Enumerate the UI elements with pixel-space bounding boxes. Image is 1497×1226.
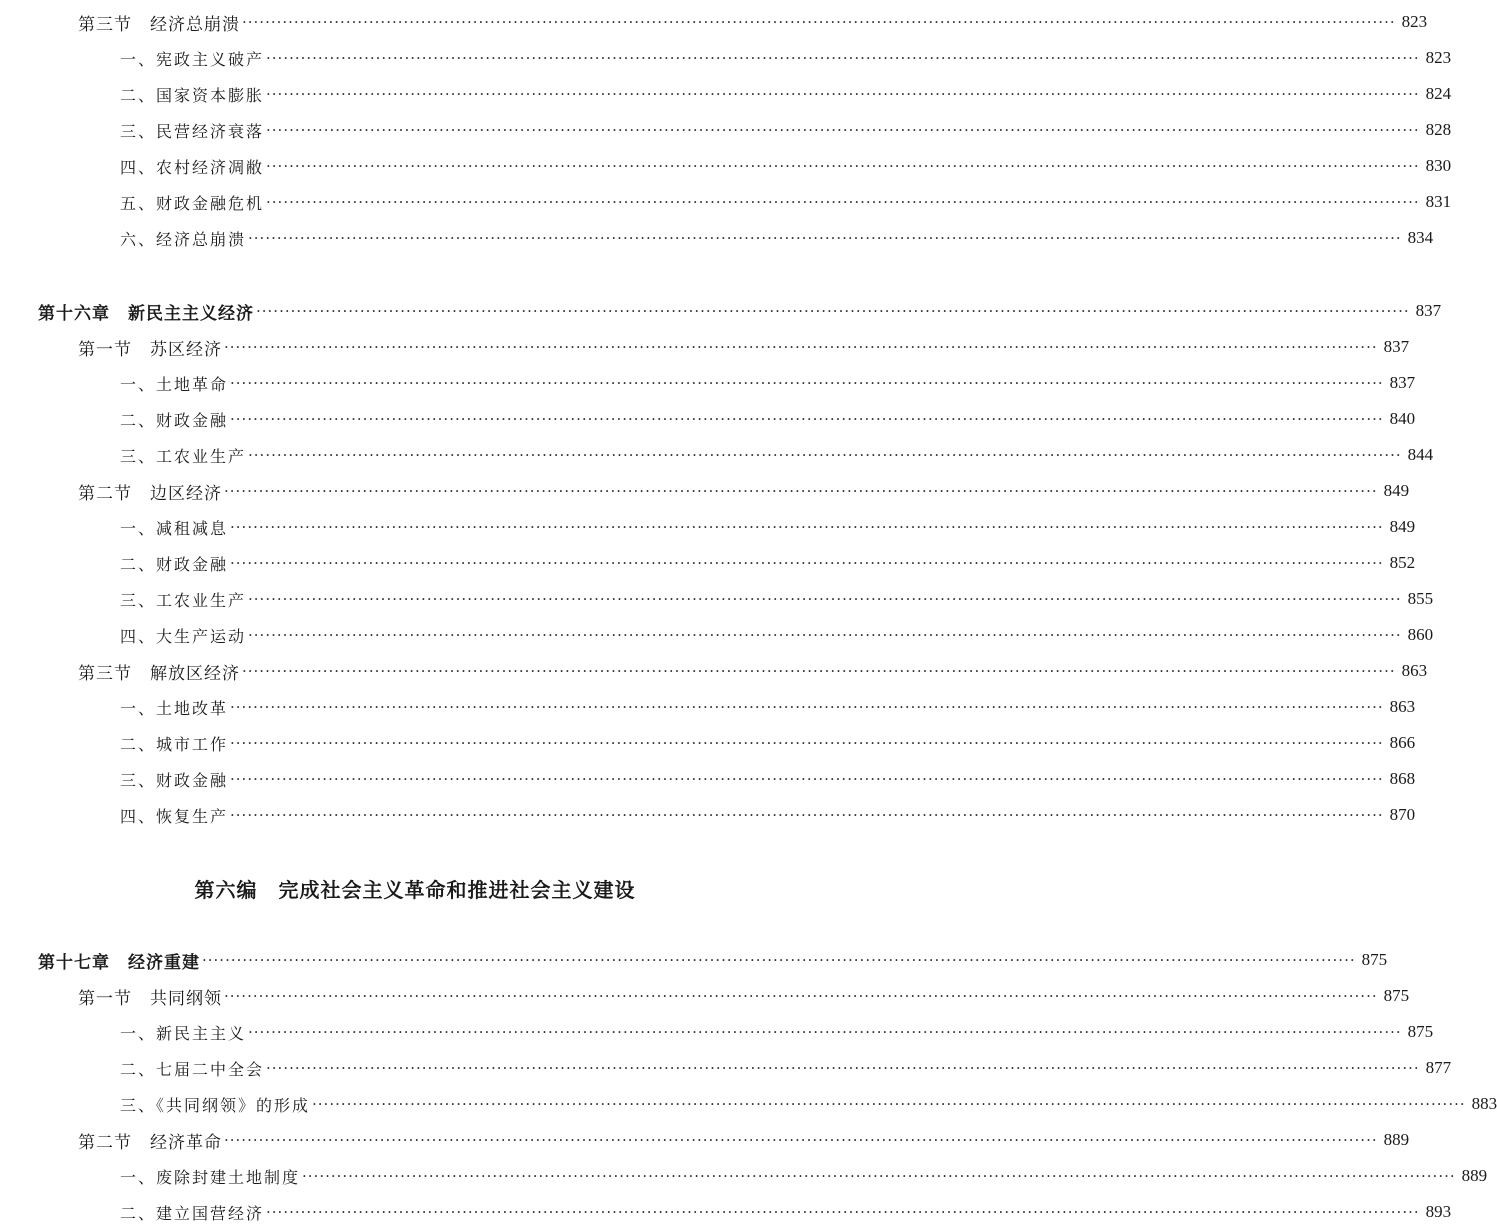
toc-item-entry[interactable] bbox=[0, 694, 1416, 720]
dot-leader: ········································································································································································································ bbox=[230, 698, 1384, 716]
entry-page-number: 837 bbox=[1389, 373, 1416, 392]
toc-chapter-entry[interactable] bbox=[0, 298, 1442, 324]
entry-title: 二、建立国营经济 bbox=[120, 1203, 265, 1223]
entry-page-number: 863 bbox=[1401, 661, 1428, 680]
dot-leader: ········································································································································································································ bbox=[224, 1131, 1378, 1149]
entry-page-number: 875 bbox=[1383, 986, 1410, 1005]
toc-item-entry[interactable] bbox=[0, 117, 1452, 143]
entry-page-number: 875 bbox=[1407, 1022, 1434, 1041]
dot-leader: ········································································································································································································ bbox=[266, 1059, 1420, 1077]
dot-leader: ········································································································································································································ bbox=[230, 410, 1384, 428]
dot-leader: ········································································································································································································ bbox=[266, 85, 1420, 103]
toc-item-entry[interactable] bbox=[0, 802, 1416, 828]
dot-leader: ········································································································································································································ bbox=[230, 770, 1384, 788]
entry-page-number: 824 bbox=[1425, 84, 1452, 103]
entry-title: 第三节 经济总崩溃 bbox=[78, 14, 240, 35]
entry-title: 三、《共同纲领》的形成 bbox=[120, 1095, 311, 1115]
entry-title: 第十七章 经济重建 bbox=[38, 952, 200, 973]
toc-item-entry[interactable] bbox=[0, 1091, 1497, 1117]
toc-item-entry[interactable] bbox=[0, 514, 1416, 540]
entry-page-number: 889 bbox=[1461, 1166, 1488, 1185]
entry-title: 第一节 苏区经济 bbox=[78, 339, 222, 360]
entry-title: 一、新民主主义 bbox=[120, 1023, 247, 1043]
entry-page-number: 868 bbox=[1389, 769, 1416, 788]
entry-page-number: 860 bbox=[1407, 625, 1434, 644]
toc-item-entry[interactable] bbox=[0, 1199, 1452, 1225]
entry-title: 一、减租减息 bbox=[120, 518, 229, 538]
entry-title: 一、土地革命 bbox=[120, 374, 229, 394]
entry-page-number: 830 bbox=[1425, 156, 1452, 175]
toc-item-entry[interactable] bbox=[0, 550, 1416, 576]
entry-title: 第一节 共同纲领 bbox=[78, 988, 222, 1009]
entry-title: 四、农村经济凋敝 bbox=[120, 157, 265, 177]
dot-leader: ········································································································································································································ bbox=[242, 662, 1396, 680]
entry-page-number: 852 bbox=[1389, 553, 1416, 572]
toc-section-entry[interactable] bbox=[0, 1127, 1410, 1153]
entry-title: 第二节 经济革命 bbox=[78, 1132, 222, 1153]
entry-title: 三、民营经济衰落 bbox=[120, 121, 265, 141]
entry-page-number: 875 bbox=[1361, 950, 1388, 969]
dot-leader: ········································································································································································································ bbox=[312, 1095, 1466, 1113]
toc-item-entry[interactable] bbox=[0, 1019, 1434, 1045]
dot-leader: ········································································································································································································ bbox=[224, 482, 1378, 500]
toc-item-entry[interactable] bbox=[0, 370, 1416, 396]
entry-page-number: 849 bbox=[1383, 481, 1410, 500]
dot-leader: ········································································································································································································ bbox=[242, 13, 1396, 31]
entry-title: 六、经济总崩溃 bbox=[120, 229, 247, 249]
entry-page-number: 834 bbox=[1407, 228, 1434, 247]
entry-title: 五、财政金融危机 bbox=[120, 193, 265, 213]
entry-page-number: 849 bbox=[1389, 517, 1416, 536]
entry-title: 一、宪政主义破产 bbox=[120, 49, 265, 69]
dot-leader: ········································································································································································································ bbox=[266, 193, 1420, 211]
toc-item-entry[interactable] bbox=[0, 1163, 1488, 1189]
toc-item-entry[interactable] bbox=[0, 730, 1416, 756]
entry-page-number: 831 bbox=[1425, 192, 1452, 211]
dot-leader: ········································································································································································································ bbox=[248, 446, 1402, 464]
entry-page-number: 889 bbox=[1383, 1130, 1410, 1149]
entry-page-number: 883 bbox=[1471, 1094, 1497, 1113]
dot-leader: ········································································································································································································ bbox=[224, 338, 1378, 356]
entry-title: 二、城市工作 bbox=[120, 734, 229, 754]
entry-page-number: 870 bbox=[1389, 805, 1416, 824]
toc-item-entry[interactable] bbox=[0, 45, 1452, 71]
dot-leader: ········································································································································································································ bbox=[266, 121, 1420, 139]
dot-leader: ········································································································································································································ bbox=[230, 554, 1384, 572]
entry-title: 第十六章 新民主主义经济 bbox=[38, 303, 254, 324]
entry-title: 二、国家资本膨胀 bbox=[120, 85, 265, 105]
dot-leader: ········································································································································································································ bbox=[230, 806, 1384, 824]
entry-title: 二、财政金融 bbox=[120, 410, 229, 430]
dot-leader: ········································································································································································································ bbox=[266, 157, 1420, 175]
toc-section-entry[interactable] bbox=[0, 983, 1410, 1009]
toc-item-entry[interactable] bbox=[0, 766, 1416, 792]
part-heading: 第六编 完成社会主义革命和推进社会主义建设 bbox=[194, 878, 636, 902]
dot-leader: ········································································································································································································ bbox=[266, 1203, 1420, 1221]
entry-page-number: 837 bbox=[1415, 301, 1442, 320]
toc-item-entry[interactable] bbox=[0, 406, 1416, 432]
entry-page-number: 837 bbox=[1383, 337, 1410, 356]
dot-leader: ········································································································································································································ bbox=[266, 49, 1420, 67]
entry-title: 第三节 解放区经济 bbox=[78, 663, 240, 684]
entry-page-number: 823 bbox=[1401, 12, 1428, 31]
dot-leader: ········································································································································································································ bbox=[248, 1023, 1402, 1041]
dot-leader: ········································································································································································································ bbox=[230, 518, 1384, 536]
entry-page-number: 893 bbox=[1425, 1202, 1452, 1221]
entry-title: 三、财政金融 bbox=[120, 770, 229, 790]
toc-section-entry[interactable] bbox=[0, 658, 1428, 684]
dot-leader: ········································································································································································································ bbox=[248, 626, 1402, 644]
toc-item-entry[interactable] bbox=[0, 81, 1452, 107]
dot-leader: ········································································································································································································ bbox=[202, 951, 1356, 969]
entry-title: 一、废除封建土地制度 bbox=[120, 1167, 301, 1187]
toc-item-entry[interactable] bbox=[0, 189, 1452, 215]
toc-chapter-entry[interactable] bbox=[0, 947, 1388, 973]
dot-leader: ········································································································································································································ bbox=[248, 229, 1402, 247]
toc-item-entry[interactable] bbox=[0, 586, 1434, 612]
toc-section-entry[interactable] bbox=[0, 478, 1410, 504]
entry-title: 四、大生产运动 bbox=[120, 626, 247, 646]
dot-leader: ········································································································································································································ bbox=[230, 734, 1384, 752]
dot-leader: ········································································································································································································ bbox=[230, 374, 1384, 392]
entry-title: 第二节 边区经济 bbox=[78, 483, 222, 504]
entry-page-number: 828 bbox=[1425, 120, 1452, 139]
toc-item-entry[interactable] bbox=[0, 442, 1434, 468]
entry-title: 三、工农业生产 bbox=[120, 590, 247, 610]
toc-item-entry[interactable] bbox=[0, 1055, 1452, 1081]
toc-item-entry[interactable] bbox=[0, 153, 1452, 179]
toc-item-entry[interactable] bbox=[0, 622, 1434, 648]
entry-title: 一、土地改革 bbox=[120, 698, 229, 718]
toc-section-entry[interactable] bbox=[0, 9, 1428, 35]
toc-item-entry[interactable] bbox=[0, 225, 1434, 251]
dot-leader: ········································································································································································································ bbox=[256, 302, 1410, 320]
entry-title: 四、恢复生产 bbox=[120, 806, 229, 826]
entry-page-number: 855 bbox=[1407, 589, 1434, 608]
entry-page-number: 866 bbox=[1389, 733, 1416, 752]
dot-leader: ········································································································································································································ bbox=[248, 590, 1402, 608]
entry-title: 二、七届二中全会 bbox=[120, 1059, 265, 1079]
entry-page-number: 844 bbox=[1407, 445, 1434, 464]
toc-section-entry[interactable] bbox=[0, 334, 1410, 360]
entry-title: 三、工农业生产 bbox=[120, 446, 247, 466]
dot-leader: ········································································································································································································ bbox=[302, 1167, 1456, 1185]
entry-page-number: 823 bbox=[1425, 48, 1452, 67]
dot-leader: ········································································································································································································ bbox=[224, 987, 1378, 1005]
entry-page-number: 877 bbox=[1425, 1058, 1452, 1077]
entry-page-number: 840 bbox=[1389, 409, 1416, 428]
entry-title: 二、财政金融 bbox=[120, 554, 229, 574]
entry-page-number: 863 bbox=[1389, 697, 1416, 716]
